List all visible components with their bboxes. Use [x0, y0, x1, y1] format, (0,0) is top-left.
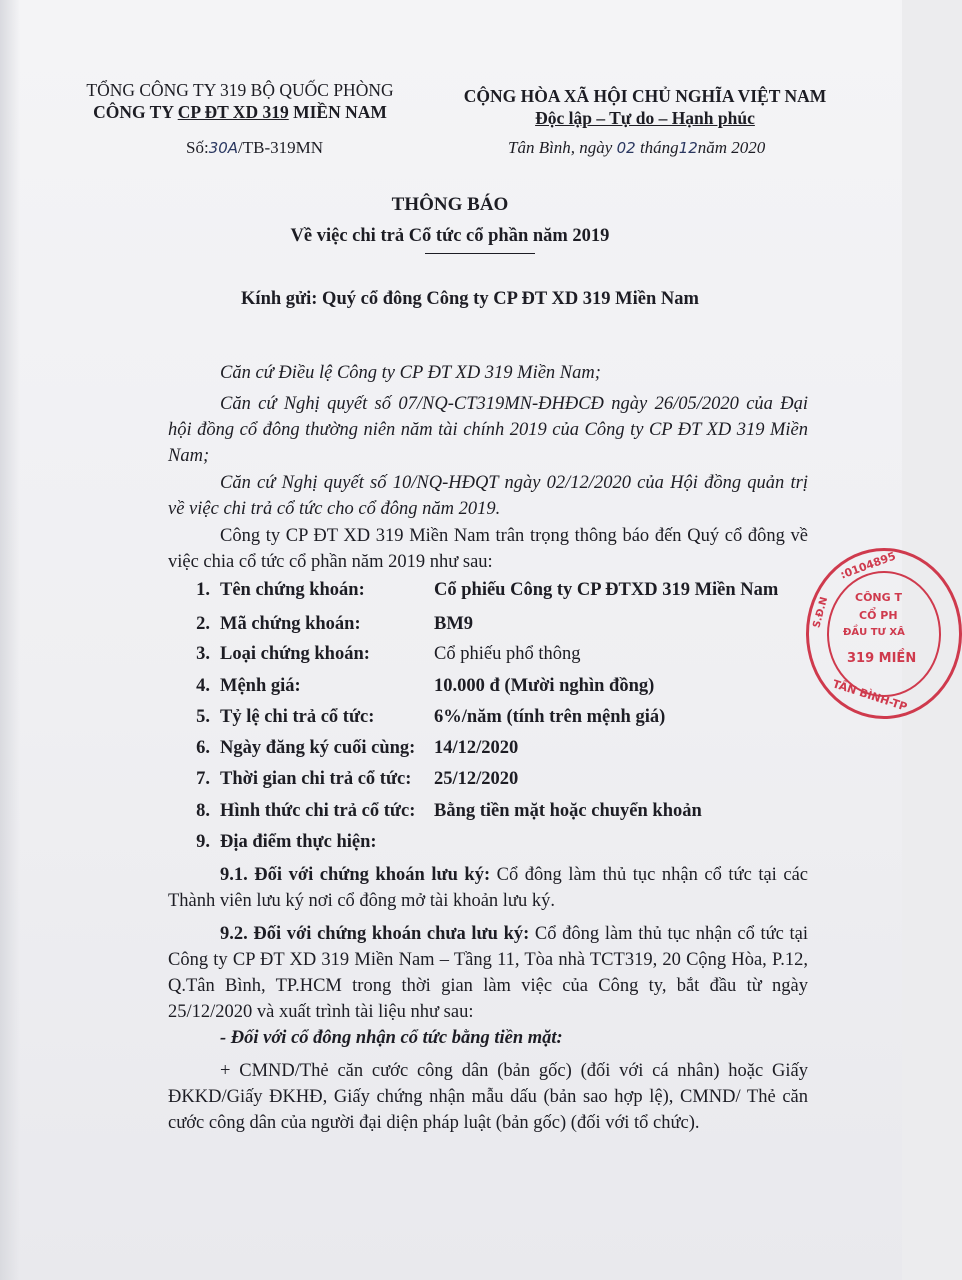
org-parent: TỔNG CÔNG TY 319 BỘ QUỐC PHÒNG: [86, 80, 394, 100]
number-handwritten: 30A: [208, 139, 239, 157]
cash-requirements: [168, 1058, 808, 1136]
nation-title: CỘNG HÒA XÃ HỘI CHỦ NGHĨA VIỆT NAM: [463, 86, 827, 106]
section-9-2-text: Cổ đông làm thủ tục nhận cổ tức tại Công ty CP ĐT XD 319 Miền Nam – Tầng 11, Tòa nhà TCT319, 20 Cộng Hòa, P.12, Q.Tân Bình, TP.HCM trong thời gian làm việc của Công ty, bắt đầu từ ngày 25/12/2020 và xuất trình tài liệu như sau:: [168, 924, 808, 1022]
basis-3-text: Căn cứ Nghị quyết số 10/NQ-HĐQT ngày 02/12/2020 của Hội đồng quản trị về việc chi trả cổ tức cho cổ đông năm 2019.: [168, 473, 808, 519]
date-prefix: Tân Bình, ngày: [508, 138, 617, 157]
basis-1: [168, 360, 808, 386]
org-company-underlined: CP ĐT XD 319: [177, 102, 289, 122]
date-day: 02: [616, 139, 636, 157]
intro-paragraph: [168, 523, 808, 575]
cash-heading: - Đối với cổ đông nhận cổ tức bằng tiền mặt:: [220, 1028, 563, 1048]
notice-title: THÔNG BÁO: [391, 194, 509, 215]
motto: Độc lập – Tự do – Hạnh phúc: [535, 108, 755, 128]
basis-3: [168, 470, 808, 522]
date-month: 12: [678, 139, 698, 157]
basis-2: [168, 391, 808, 469]
section-9-1-text: Cổ đông làm thủ tục nhận cổ tức tại các Thành viên lưu ký nơi cổ đông mở tài khoản lưu ký.: [168, 865, 808, 911]
section-9-1-heading: 9.1. Đối với chứng khoán lưu ký:: [220, 865, 491, 885]
section-9-2-heading: 9.2. Đối với chứng khoán chưa lưu ký:: [220, 924, 530, 944]
org-company-suffix: MIỀN NAM: [288, 102, 387, 122]
notice-subtitle: Về việc chi trả Cổ tức cổ phần năm 2019: [290, 226, 610, 246]
basis-2-text: Căn cứ Nghị quyết số 07/NQ-CT319MN-ĐHĐCĐ ngày 26/05/2020 của Đại hội đồng cổ đông thường niên năm tài chính 2019 của Công ty CP ĐT XD 319 Miền Nam;: [168, 394, 808, 466]
section-9-2: [168, 921, 808, 1025]
document-number: [186, 138, 323, 158]
number-suffix: /TB-319MN: [238, 138, 324, 157]
date-suffix: năm 2020: [697, 138, 766, 157]
subtitle-underline: [425, 253, 535, 254]
basis-1-text: Căn cứ Điều lệ Công ty CP ĐT XD 319 Miền Nam;: [220, 363, 601, 383]
intro-text: Công ty CP ĐT XD 319 Miền Nam trân trọng thông báo đến Quý cổ đông về việc chia cổ tức cổ phần năm 2019 như sau:: [168, 526, 808, 572]
issue-date: [508, 138, 765, 158]
org-company-prefix: CÔNG TY: [93, 102, 178, 122]
section-9-1: [168, 862, 808, 914]
org-company: [60, 102, 420, 123]
page-shadow-edge: [0, 0, 20, 1280]
recipient: Kính gửi: Quý cổ đông Công ty CP ĐT XD 319 Miền Nam: [241, 289, 699, 309]
document-page: TỔNG CÔNG TY 319 BỘ QUỐC PHÒNG CÔNG TY CP ĐT XD 319 MIỀN NAM Số:30A/TB-319MN CỘNG HÒA XÃ HỘI CHỦ NGHĨA VIỆT NAM Độc lập – Tự do – Hạnh phúc Tân Bình, ngày 02 tháng12năm 2020 THÔNG BÁO Về việc chi trả Cổ tức cổ phần năm 2019 Kính gửi: Quý cổ đông Công ty CP ĐT XD 319 Miền Nam Căn cứ Điều lệ Công ty CP ĐT XD 319 Miền Nam; Căn cứ Nghị quyết số 07/NQ-CT319MN-ĐHĐCĐ ngày 26/05/2020 của Đại hội đồng cổ đông thường niên năm tài chính 2019 của Công ty CP ĐT XD 319 Miền Nam; Căn cứ Nghị quyết số 10/NQ-HĐQT ngày 02/12/2020 của Hội đồng quản trị về việc chi trả cổ tức cho cổ đông năm 2019. Công ty CP ĐT XD 319 Miền Nam trân trọng thông báo đến Quý cổ đông về việc chia cổ tức cổ phần năm 2019 như sau: 1. Tên chứng khoán: Cổ phiếu Công ty CP ĐTXD 319 Miền Nam 2. Mã chứng khoán: BM9 3. Loại chứng khoán: Cổ phiếu phổ thông 4. Mệnh giá: 10.000 đ (Mười nghìn đồng) 5. Tỷ lệ chi trả cổ tức: 6%/năm (tính trên mệnh giá) 6. Ngày đăng ký cuối cùng: 14/12/2020 7. Thời gian chi trả cổ tức: 25/12/2020 8. Hình thức chi trả cổ tức: Bằng tiền mặt hoặc chuyển khoản 9. Địa điểm thực hiện: 9.1. Đối với chứng khoán lưu ký: Cổ đông làm thủ tục nhận cổ tức tại các Thành viên lưu ký nơi cổ đông mở tài khoản lưu ký. 9.2. Đối với chứng khoán chưa lưu ký: Cổ đông làm thủ tục nhận cổ tức tại Công ty CP ĐT XD 319 Miền Nam – Tầng 11, Tòa nhà TCT319, 20 Cộng Hòa, P.12, Q.Tân Bình, TP.HCM trong thời gian làm việc của Công ty, bắt đầu từ ngày 25/12/2020 và xuất trình tài liệu như sau: - Đối với cổ đông nhận cổ tức bằng tiền mặt: + CMND/Thẻ căn cước công dân (bản gốc) (đối với cá nhân) hoặc Giấy ĐKKD/Giấy ĐKHĐ, Giấy chứng nhận mẫu dấu (bản sao hợp lệ), CMND/ Thẻ căn cước công dân của người đại diện pháp luật (bản gốc) (đối với tổ chức). :0104895 CÔNG T CỔ PH ĐẦU TƯ XÂ 319 MIỀN TÂN BÌNH-TP S.Đ.N: [0, 0, 902, 1280]
company-seal: :0104895 CÔNG T CỔ PH ĐẦU TƯ XÂ 319 MIỀN TÂN BÌNH-TP S.Đ.N: [806, 548, 962, 719]
cash-requirements-text: + CMND/Thẻ căn cước công dân (bản gốc) (đối với cá nhân) hoặc Giấy ĐKKD/Giấy ĐKHĐ, Giấy chứng nhận mẫu dấu (bản sao hợp lệ), CMND/ Thẻ căn cước công dân của người đại diện pháp luật (bản gốc) (đối với tổ chức).: [168, 1061, 808, 1133]
number-prefix: Số:: [186, 138, 209, 157]
date-month-label: tháng: [635, 138, 679, 157]
